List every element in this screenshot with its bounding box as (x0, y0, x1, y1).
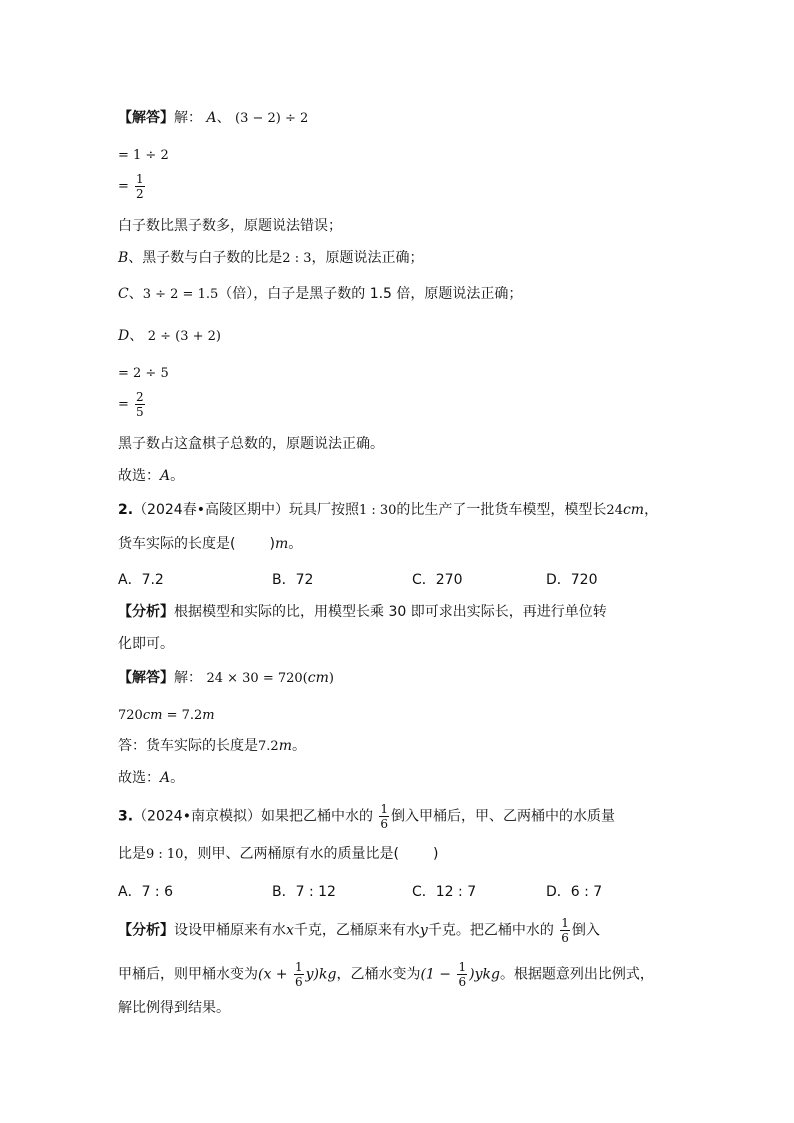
analysis-tag: 【分析】 (118, 604, 174, 620)
ratio: 9 : 10 (146, 847, 184, 862)
text: ，原题说法正确； (311, 250, 424, 266)
text: 甲桶后，则甲桶水变为 (118, 966, 258, 983)
text: 的比生产了一批货车模型，模型长 (396, 502, 607, 518)
text: （2024春•高陵区期中）玩具厂按照 (133, 502, 359, 518)
q3-analysis-line1 (118, 916, 600, 945)
q3-option-d: D．6 : 7 (546, 884, 603, 900)
q2-choice-line (118, 768, 184, 788)
text: ， (644, 502, 659, 518)
q3-stem-line1 (118, 802, 615, 831)
answer-letter: A (160, 770, 171, 786)
text: （倍），白子是黑子数的 1.5 倍，原题说法正确； (218, 286, 523, 302)
denominator: 6 (380, 817, 389, 831)
q3-option-a: A．7 : 6 (118, 884, 174, 900)
statement-d-conclusion: 黑子数占这盒棋子总数的，原题说法正确。 (118, 436, 384, 452)
text: 。根据题意列出比例式， (499, 966, 654, 983)
solution-tag: 【解答】 (118, 110, 174, 126)
q3-option-c: C．12 : 7 (412, 884, 477, 900)
text: 。 (291, 738, 306, 754)
analysis-tag: 【分析】 (118, 922, 174, 939)
option-a-label: A (206, 110, 217, 126)
math-fraction-line (118, 390, 147, 419)
variable-y: y (419, 922, 428, 939)
math-expression: (3 − 2) ÷ 2 (235, 111, 309, 126)
text: 故选： (118, 770, 160, 786)
math-expression: (1 − (420, 966, 456, 983)
math-line: = 2 ÷ 5 (118, 366, 169, 381)
sep: 、 (216, 110, 231, 126)
q2-stem-line2 (118, 534, 302, 554)
denominator: 2 (136, 187, 144, 201)
text: ，则甲、乙两桶原有水的质量比是( (183, 846, 399, 862)
text: 设设甲桶原来有水 (174, 922, 286, 939)
numerator: 2 (136, 390, 144, 404)
text: 货车实际的长度是( (118, 536, 236, 552)
unit: cm (622, 502, 645, 518)
unit: m (278, 738, 292, 754)
text: 千克。把乙桶中水的 (427, 922, 554, 939)
choice-line (118, 466, 184, 486)
equals-sign: = (118, 179, 129, 194)
fraction (560, 916, 570, 945)
text: 比是 (118, 846, 146, 862)
q2-option-c: C．270 (412, 572, 463, 588)
value: 24 (606, 503, 623, 518)
unit: m (274, 536, 289, 552)
sep: 、 (129, 328, 144, 344)
fraction (135, 172, 145, 201)
q2-stem-line1 (118, 500, 658, 521)
numerator: 1 (380, 802, 389, 816)
text: 倒入甲桶后，甲、乙两桶中的水质量 (391, 808, 616, 825)
text: 。 (170, 468, 185, 484)
equals-sign: = (118, 397, 129, 412)
q2-answer (118, 736, 306, 757)
unit: cm (142, 708, 163, 723)
ratio: 1 : 30 (358, 503, 397, 518)
value: 720 (118, 708, 143, 723)
denominator: 6 (561, 931, 569, 945)
denominator: 5 (136, 405, 144, 419)
math-expression: 3 ÷ 2 = 1.5 (142, 287, 219, 302)
numerator: 1 (295, 960, 303, 974)
text: 、 (128, 286, 143, 302)
statement-c (118, 284, 522, 305)
math-expression: y)kg (305, 966, 337, 983)
text: 。 (170, 770, 185, 786)
question-number: 3. (118, 808, 134, 825)
q3-stem-line2 (118, 844, 438, 865)
text: ) (432, 846, 439, 862)
math-expression: 24 × 30 = 720( (206, 671, 308, 686)
math-expression: )ykg (469, 966, 500, 983)
text: 、黑子数与白子数的比是 (128, 250, 283, 266)
option-b-label: B (118, 250, 129, 266)
statement-a: 白子数比黑子数多，原题说法错误； (118, 218, 342, 234)
q2-option-b: B．72 (272, 572, 314, 588)
q2-analysis-line2: 化即可。 (118, 636, 174, 652)
numerator: 1 (458, 960, 467, 974)
math-expression: 2 ÷ (3 + 2) (147, 329, 221, 344)
text: 倒入 (571, 922, 600, 939)
q3-analysis-line2 (118, 960, 654, 989)
numerator: 1 (561, 916, 569, 930)
value: 7.2 (258, 739, 279, 754)
text: 千克，乙桶原来有水 (293, 922, 420, 939)
text: ) (328, 671, 334, 686)
answer-letter: A (160, 468, 171, 484)
value: = 7.2 (162, 708, 203, 723)
fraction (294, 960, 304, 989)
text: ，乙桶水变为 (336, 966, 421, 983)
q3-analysis-line3: 解比例得到结果。 (118, 1000, 230, 1016)
question-number: 2. (118, 502, 134, 518)
ratio: 2 : 3 (282, 251, 312, 266)
denominator: 6 (295, 975, 303, 989)
option-c-label: C (118, 286, 129, 302)
solution-lead: 解： (174, 110, 202, 126)
denominator: 6 (458, 975, 467, 989)
q2-option-a: A．7.2 (118, 572, 164, 588)
text: 根据模型和实际的比，用模型长乘 30 即可求出实际长，再进行单位转 (174, 604, 607, 620)
unit: m (202, 708, 215, 723)
statement-d (118, 326, 221, 347)
fraction (457, 960, 467, 989)
variable-x: x (286, 922, 294, 939)
q2-analysis-line1 (118, 602, 607, 622)
solution-lead: 解： (174, 670, 202, 686)
q2-option-d: D．720 (546, 572, 598, 588)
fraction (379, 802, 389, 831)
statement-b (118, 248, 423, 269)
text: 。 (288, 536, 303, 552)
text: （2024•南京模拟）如果把乙桶中水的 (133, 808, 373, 825)
q3-option-b: B．7 : 12 (272, 884, 336, 900)
fraction (135, 390, 145, 419)
text: 故选： (118, 468, 160, 484)
q2-conversion (118, 706, 215, 726)
option-d-label: D (118, 328, 130, 344)
math-fraction-line (118, 172, 147, 201)
math-line: = 1 ÷ 2 (118, 148, 169, 163)
q2-solution (118, 668, 334, 689)
math-expression: (x + (258, 966, 292, 983)
unit: cm (307, 670, 329, 686)
p1-solution-header (118, 108, 308, 129)
text: 答：货车实际的长度是 (118, 738, 258, 754)
numerator: 1 (136, 172, 144, 186)
solution-tag: 【解答】 (118, 670, 174, 686)
text: ) (269, 536, 275, 552)
